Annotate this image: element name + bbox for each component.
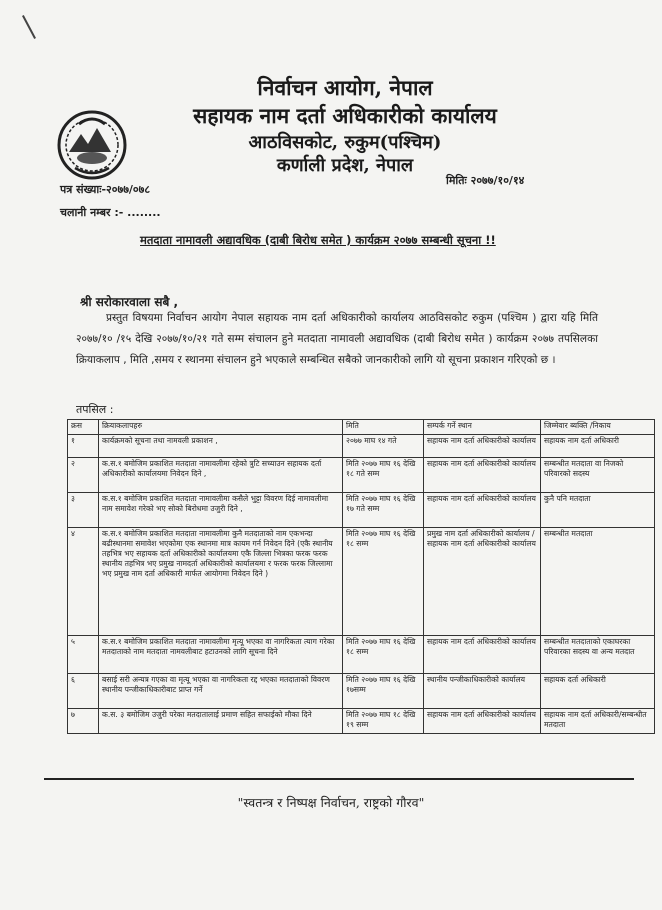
table-cell: ४ — [68, 528, 99, 636]
header-line-2: सहायक नाम दर्ता अधिकारीको कार्यालय — [193, 103, 497, 128]
header-line-4: कर्णाली प्रदेश, नेपाल — [276, 155, 414, 176]
column-header: मिति — [343, 420, 424, 435]
table-row — [68, 493, 655, 528]
table-cell: कुनै पनि मतदाता — [541, 493, 655, 528]
nepal-government-emblem-icon — [55, 108, 129, 182]
details-label: तपसिल : — [76, 403, 114, 416]
table-cell: सहायक नाम दर्ता अधिकारी — [541, 435, 655, 458]
table-cell: २ — [68, 458, 99, 493]
table-cell: स्थानीय पन्जीकाधिकारीको कार्यालय — [424, 674, 541, 709]
letter-date: मितिः २०७७/१०/१४ — [446, 174, 525, 187]
column-header: क्रस — [68, 420, 99, 435]
footer-divider — [44, 778, 634, 780]
table-cell: सम्बन्धीत मतदाताको एकाघरका परिवारका सदस्य वा अन्य मतदात — [541, 636, 655, 674]
table-cell: कार्यक्रमको सूचना तथा नामवली प्रकाशन , — [99, 435, 343, 458]
table-cell: सहायक नाम दर्ता अधिकारीको कार्यालय — [424, 493, 541, 528]
table-row — [68, 528, 655, 636]
table-header-row — [68, 420, 655, 435]
table-row — [68, 709, 655, 734]
dispatch-number: चलानी नम्बर :- ........ — [60, 206, 161, 219]
table-row — [68, 636, 655, 674]
header-line-3: आठविसकोट, रुकुम(पश्चिम) — [248, 132, 442, 153]
table-cell: ७ — [68, 709, 99, 734]
table-cell: मिति २०७७ माघ १६ देखि १८ गते सम्म — [343, 458, 424, 493]
column-header: क्रियाकलापहरु — [99, 420, 343, 435]
table-cell: मिति २०७७ माघ १६ देखि १७सम्म — [343, 674, 424, 709]
table-row — [68, 674, 655, 709]
table-row — [68, 435, 655, 458]
table-cell: बसाई सरी अन्यत्र गएका वा मृत्यू भएका वा नागरिकता रद्द भएका मतदाताको विवरण स्थानीय पन्जीकाधिकारीबाट प्राप्त गर्ने — [99, 674, 343, 709]
table-cell: ३ — [68, 493, 99, 528]
table-cell: क.स.१ बमोजिम प्रकाशित मतदाता नामावलीमा मृत्यू भएका वा नागरिकता त्याग गरेका मतदाताको नाम मतदाता नामवलीबाट हटाउनको लागि सूचना दिने — [99, 636, 343, 674]
notice-subject: मतदाता नामावली अद्यावधिक (दाबी बिरोध समेत ) कार्यक्रम २०७७ सम्बन्धी सूचना !! — [140, 233, 496, 247]
table-cell: मिति २०७७ माघ १६ देखि १७ गते सम्म — [343, 493, 424, 528]
table-cell: सहायक नाम दर्ता अधिकारीको कार्यालय — [424, 435, 541, 458]
table-row — [68, 458, 655, 493]
table-cell: सहायक दर्ता अधिकारी — [541, 674, 655, 709]
footer-slogan: "स्वतन्त्र र निष्पक्ष निर्वाचन, राष्ट्रको गौरव" — [237, 795, 425, 810]
letter-number: पत्र संख्याः-२०७७/०७८ — [60, 183, 151, 196]
table-cell: सहायक नाम दर्ता अधिकारीको कार्यालय — [424, 709, 541, 734]
table-cell: सहायक नाम दर्ता अधिकारीको कार्यालय — [424, 636, 541, 674]
column-header: सम्पर्क गर्ने स्थान — [424, 420, 541, 435]
table-cell: ५ — [68, 636, 99, 674]
table-cell: क.स. ३ बमोजिम उजुरी परेका मतदातालाई प्रमाण सहित सफाईको मौका दिने — [99, 709, 343, 734]
table-cell: प्रमुख नाम दर्ता अधिकारीको कार्यालय /सहायक नाम दर्ता अधिकारीको कार्यालय — [424, 528, 541, 636]
table-cell: २०७७ माघ १४ गते — [343, 435, 424, 458]
table-cell: सहायक नाम दर्ता अधिकारीको कार्यालय — [424, 458, 541, 493]
schedule-table — [67, 419, 655, 734]
table-cell: मिति २०७७ माघ १८ देखि १९ सम्म — [343, 709, 424, 734]
table-cell: क.स.१ बमोजिम प्रकाशित मतदाता नामावलीमा कसैले भुट्टा विवरण दिई नामावलीमा नाम समावेश गरेको भए सोको बिरोधमा उजुरी दिने , — [99, 493, 343, 528]
table-cell: सहायक नाम दर्ता अधिकारी/सम्बन्धीत मतदाता — [541, 709, 655, 734]
table-cell: १ — [68, 435, 99, 458]
column-header: जिम्मेवार ब्यक्ति /निकाय — [541, 420, 655, 435]
notice-body: प्रस्तुत विषयमा निर्वाचन आयोग नेपाल सहायक नाम दर्ता अधिकारीको कार्यालय आठविसकोट रुकुम (पश्चिम ) द्वारा यहि मिति २०७७/१० /१५ देखि २०७७/१०/२१ गते सम्म संचालन हुने मतदाता नामावली अद्यावधिक (दाबी बिरोध समेत ) कार्यक्रम २०७७ तपसिलका क्रियाकलाप , मिति ,समय र स्थानमा संचालन हुने भएकाले सम्बन्धित सबैको जानकारीको लागि यो सूचना प्रकाशन गरिएको छ । — [76, 312, 598, 366]
table-cell: क.स.१ बमोजिम प्रकाशित मतदाता नामावलीमा कुनै मतदाताको नाम एकभन्दा बढीस्थानमा समावेश भएकोमा एक स्थानमा मात्र कायम गर्न निवेदन दिने (एकै स्थानीय तहभित्र भए सहायक दर्ता अधिकारीको कार्यालयमा एकै जिल्ला भित्रका फरक फरक स्थानीय तहभित्र भए प्रमुख नामदर्ता अधिकारीको कार्यालयमा र फरक फरक जिल्लामा भए प्रमुख नाम दर्ता अधिकारी मार्फत आयोगमा निवेदन दिने ) — [99, 528, 343, 636]
pen-mark — [22, 15, 36, 39]
table-cell: क.स.१ बमोजिम प्रकाशित मतदाता नामावलीमा रहेको त्रुटि सच्याउन सहायक दर्ता अधिकारीको कार्यालयमा निवेदन दिने , — [99, 458, 343, 493]
header-line-1: निर्वाचन आयोग, नेपाल — [257, 75, 433, 100]
table-cell: सम्बन्धीत मतदाता — [541, 528, 655, 636]
table-cell: ६ — [68, 674, 99, 709]
table-cell: मिति २०७७ माघ १६ देखि १८ सम्म — [343, 528, 424, 636]
salutation: श्री सरोकारवाला सबै , — [80, 295, 179, 309]
table-cell: सम्बन्धीत मतदाता वा निजको परिवारको सदस्य — [541, 458, 655, 493]
table-cell: मिति २०७७ माघ १६ देखि १८ सम्म — [343, 636, 424, 674]
